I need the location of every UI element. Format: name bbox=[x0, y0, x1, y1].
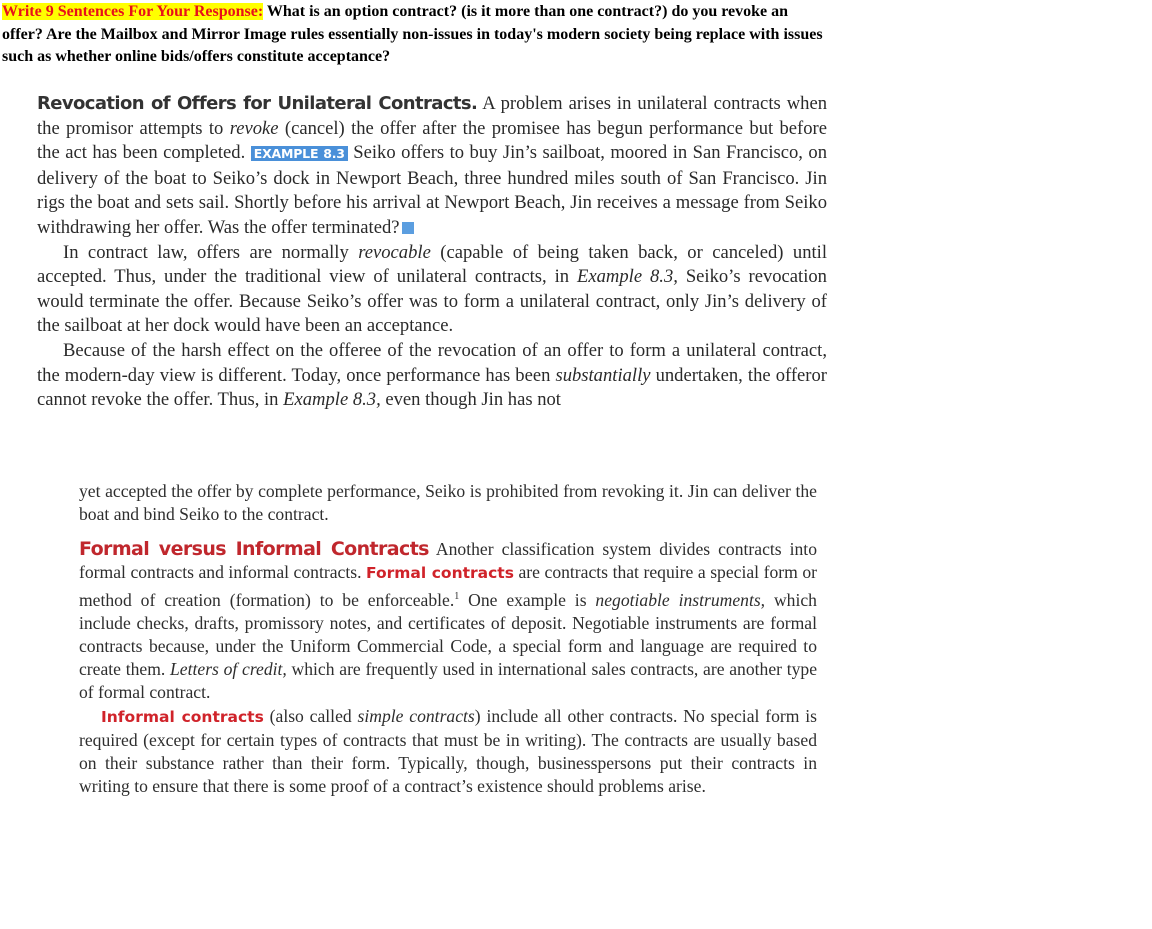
assignment-prompt bbox=[2, 1, 832, 69]
paragraph-informal-contracts: Informal contracts (also called simple contracts) include all other contracts. No special form is required (except for certain types of contracts that must be in writing). The contracts are usually based on their substance rather than their form. Typically, though, businesspersons put their contracts in writing to ensure that there is some proof of a contract’s existence should problems arise. bbox=[79, 705, 817, 796]
paragraph-revocable: In contract law, offers are normally revocable (capable of being taken back, or canceled) until accepted. Thus, under the traditional view of unilateral contracts, in Example 8.3, Seiko’s revocation would terminate the offer. Because Seiko’s offer was to form a unilateral contract, only Jin’s delivery of the sailboat at her dock would have been an acceptance. bbox=[37, 241, 827, 337]
textbook-excerpt-continuation bbox=[79, 480, 817, 526]
textbook-excerpt-revocation bbox=[37, 92, 827, 413]
paragraph-modern-view: Because of the harsh effect on the offeree of the revocation of an offer to form a unilateral contract, the modern-day view is different. Today, once performance has been substantially undertaken, the offeror cannot revoke the offer. Thus, in Example 8.3, even though Jin has not bbox=[37, 339, 827, 411]
term-formal-contracts: Formal contracts bbox=[366, 564, 514, 583]
example-badge: EXAMPLE 8.3 bbox=[251, 146, 348, 161]
term-informal-contracts: Informal contracts bbox=[101, 707, 264, 726]
section-heading-formal-informal: Formal versus Informal Contracts bbox=[79, 538, 429, 560]
textbook-excerpt-formal-informal bbox=[79, 538, 817, 798]
example-end-square-icon bbox=[402, 222, 414, 234]
footnote-marker: 1 bbox=[454, 591, 460, 603]
section-heading-revocation: Revocation of Offers for Unilateral Contracts. bbox=[37, 93, 478, 114]
paragraph-revocation-intro: Revocation of Offers for Unilateral Contracts. A problem arises in unilateral contracts when the promisor attempts to revoke (cancel) the offer after the promisee has begun performance but before the act has been completed. EXAMPLE 8.3 Seiko offers to buy Jin’s sailboat, moored in San Francisco, on delivery of the boat to Seiko’s dock in Newport Beach, three hundred miles south of San Francisco. Jin rigs the boat and sets sail. Shortly before his arrival at Newport Beach, Jin receives a message from Seiko withdrawing her offer. Was the offer terminated? bbox=[37, 93, 827, 238]
prompt-question: What is an option contract? (is it more than one contract?) do you revoke an offer? Are the Mailbox and Mirror Image rules essentially non-issues in today's modern society being replace with issues such as whether online bids/offers constitute acceptance? bbox=[2, 3, 823, 65]
paragraph-continuation: yet accepted the offer by complete performance, Seiko is prohibited from revoking it. Jin can deliver the boat and bind Seiko to the contract. bbox=[79, 481, 817, 525]
prompt-highlight: Write 9 Sentences For Your Response: bbox=[2, 3, 264, 20]
paragraph-formal-contracts: Formal versus Informal Contracts Another classification system divides contracts into formal contracts and informal contracts. Formal contracts are contracts that require a special form or method of creation (formation) to be enforceable.$^1$ One example is negotiable instruments, which include checks, drafts, promissory notes, and certificates of deposit. Negotiable instruments are formal contracts because, under the Uniform Commercial Code, a special form and language are required to create them. Letters of credit, which are frequently used in international sales contracts, are another type of formal contract. bbox=[79, 538, 818, 703]
